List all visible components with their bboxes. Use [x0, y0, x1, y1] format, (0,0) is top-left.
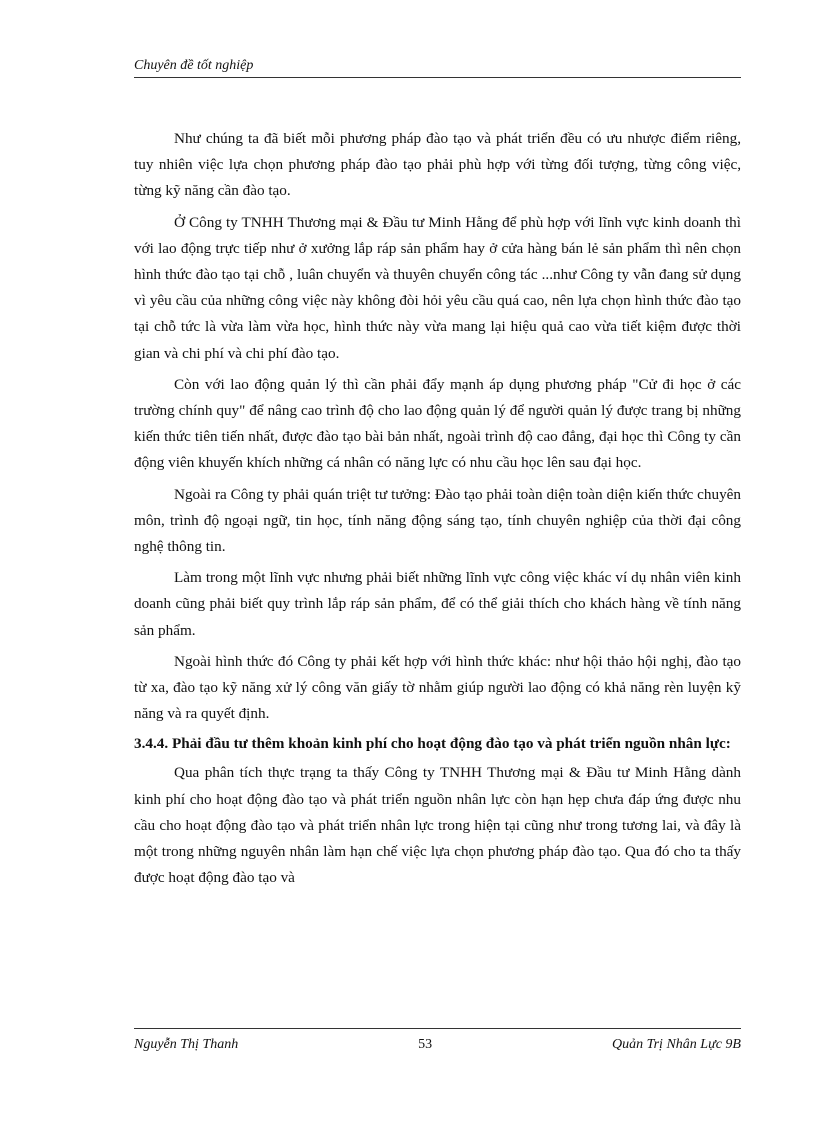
- document-body: [134, 126, 741, 896]
- page-header: [134, 58, 741, 78]
- footer-department: Quản Trị Nhân Lực 9B: [611, 1037, 741, 1052]
- paragraph: Như chúng ta đã biết mỗi phương pháp đào tạo và phát triển đều có ưu nhược điểm riêng, tuy nhiên việc lựa chọn phương pháp đào tạo phải phù hợp với từng đối tượng, từng công việc, từng kỹ năng cần đào tạo.: [134, 130, 741, 200]
- paragraph: Ngoài hình thức đó Công ty phải kết hợp với hình thức khác: như hội thảo hội nghị, đào tạo từ xa, đào tạo kỹ năng xử lý công văn giấy tờ nhằm giúp người lao động có khả năng rèn luyện kỹ năng và ra quyết định.: [134, 652, 741, 723]
- paragraph: Ngoài ra Công ty phải quán triệt tư tưởng: Đào tạo phải toàn diện toàn diện kiến thức chuyên môn, trình độ ngoại ngữ, tin học, tính năng động sáng tạo, tính chuyên nghiệp của thời đại công nghệ thông tin.: [134, 485, 741, 556]
- section-heading: 3.4.4. Phải đầu tư thêm khoản kinh phí cho hoạt động đào tạo và phát triển nguồn nhân lực:: [134, 735, 731, 753]
- page-footer: [134, 1028, 741, 1053]
- paragraph: Còn với lao động quản lý thì cần phải đẩy mạnh áp dụng phương pháp "Cử đi học ở các trường chính quy" để nâng cao trình độ cho lao động quản lý để người quản lý được trang bị những kiến thức tiên tiến nhất, được đào tạo bài bản nhất, ngoài trình độ cao đẳng, đại học thì Công ty cần động viên khuyến khích những cá nhân có năng lực có nhu cầu học lên sau đại học.: [134, 375, 741, 472]
- footer-author: Nguyễn Thị Thanh: [134, 1037, 239, 1052]
- page-number: 53: [418, 1037, 433, 1052]
- header-title: Chuyên đề tốt nghiệp: [134, 58, 254, 73]
- paragraph: Làm trong một lĩnh vực nhưng phải biết những lĩnh vực công việc khác ví dụ nhân viên kinh doanh cũng phải biết quy trình lắp ráp sản phẩm, để có thể giải thích cho khách hàng về tính năng sản phẩm.: [134, 569, 741, 639]
- paragraph: Qua phân tích thực trạng ta thấy Công ty TNHH Thương mại & Đầu tư Minh Hằng dành kinh phí cho hoạt động đào tạo và phát triển nguồn nhân lực còn hạn hẹp chưa đáp ứng được nhu cầu cho hoạt động đào tạo và phát triển nhân lực trong hiện tại cũng như trong tương lai, và đây là một trong những nguyên nhân làm hạn chế việc lựa chọn phương pháp đào tạo. Qua đó cho ta thấy được hoạt động đào tạo và: [134, 764, 741, 887]
- paragraph: Ở Công ty TNHH Thương mại & Đầu tư Minh Hằng để phù hợp với lĩnh vực kinh doanh thì với lao động trực tiếp như ở xưởng lắp ráp sản phẩm hay ở cửa hàng bán lẻ sản phẩm thì nên chọn hình thức đào tạo tại chỗ , luân chuyển và thuyên chuyển công tác ...như Công ty vẫn đang sử dụng vì yêu cầu của những công việc này không đòi hỏi yêu cầu quá cao, nên lựa chọn hình thức đào tạo tại chỗ tức là vừa làm vừa học, hình thức này vừa mang lại hiệu quả cao vừa tiết kiệm được thời gian và chi phí và chi phí đào tạo.: [134, 213, 741, 362]
